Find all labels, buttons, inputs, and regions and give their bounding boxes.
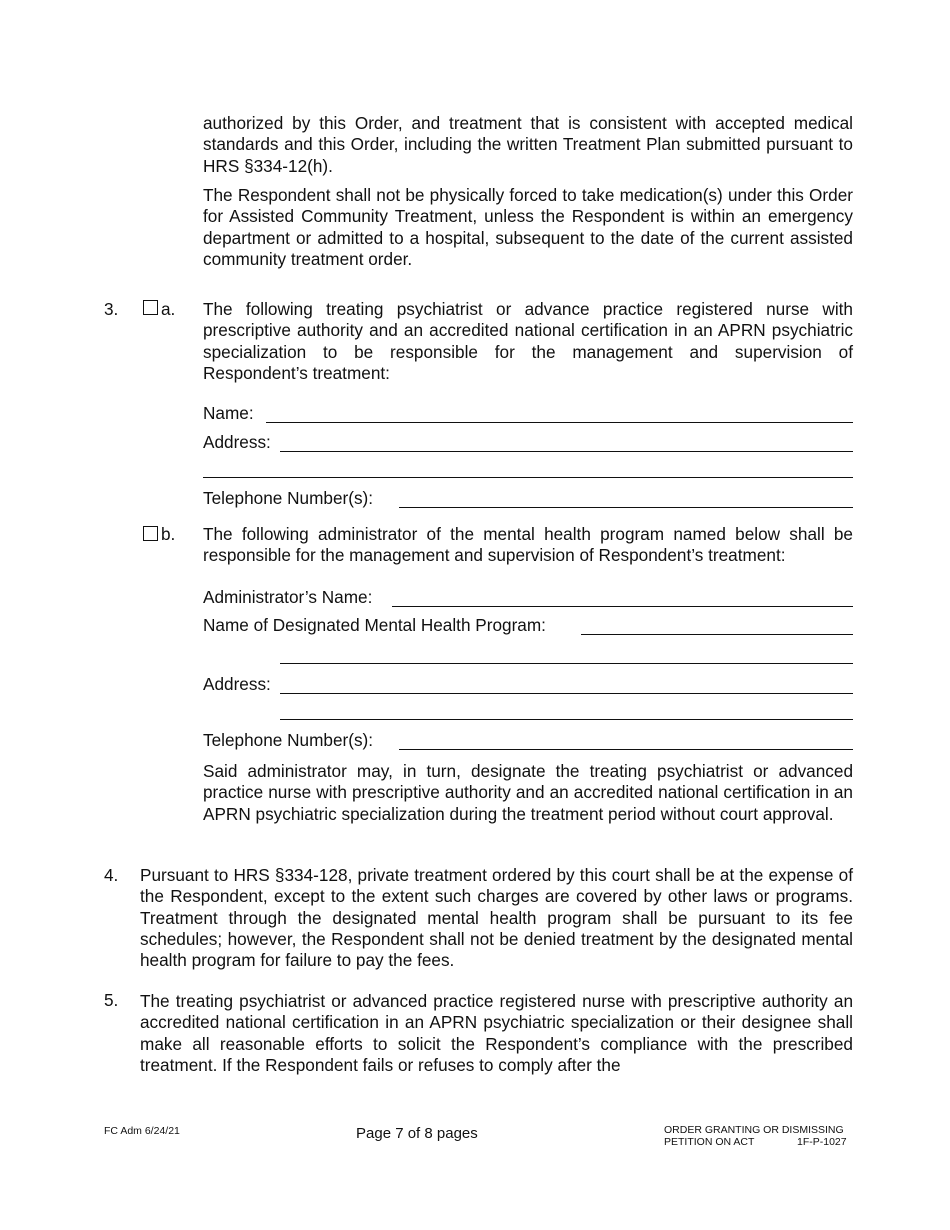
psychiatrist-address-line (280, 451, 853, 452)
item-3a-text: The following treating psychiatrist or advance practice registered nurse with prescriptive authority and an accredited national certification in an APRN psychiatric specialization to be responsible for the management and supervision of Respondent’s treatment: (203, 299, 853, 383)
item-3b-checkbox[interactable] (143, 526, 158, 541)
psychiatrist-phone-field[interactable] (203, 487, 853, 509)
administrator-name-line (392, 606, 853, 607)
item-3a-checkbox[interactable] (143, 300, 158, 315)
footer-form-id: FC Adm 6/24/21 (104, 1125, 180, 1137)
footer-page-number: Page 7 of 8 pages (356, 1125, 478, 1142)
item-3a-letter: a. (161, 299, 176, 319)
administrator-note: Said administrator may, in turn, designate the treating psychiatrist or advanced practice nurse with prescriptive authority and an accredited national certification in an APRN psychiatric specialization during the treatment period without court approval. (203, 761, 853, 824)
psychiatrist-phone-label: Telephone Number(s): (203, 488, 374, 508)
administrator-name-label: Administrator’s Name: (203, 587, 373, 607)
item-3-number: 3. (104, 299, 119, 319)
psychiatrist-address-label: Address: (203, 432, 271, 452)
program-phone-label: Telephone Number(s): (203, 730, 374, 750)
item-3b-letter: b. (161, 524, 176, 544)
program-address-line-2[interactable] (280, 719, 853, 720)
program-address-label: Address: (203, 674, 271, 694)
item-5-text: The treating psychiatrist or advanced practice registered nurse with prescriptive authority an accredited national certification in an APRN psychiatric specialization or their designee shall make all reasonable efforts to solicit the Respondent’s compliance with the prescribed treatment. If the Respondent fails or refuses to comply after the (140, 991, 853, 1075)
item-5-number: 5. (104, 990, 119, 1010)
intro-paragraph-2: The Respondent shall not be physically forced to take medication(s) under this Order for Assisted Community Treatment, unless the Respondent is within an emergency department or admitted to a hospital, subsequent to the date of the current assisted community treatment order. (203, 185, 853, 269)
psychiatrist-name-line (266, 422, 853, 423)
program-address-field[interactable] (203, 673, 853, 695)
item-4-text: Pursuant to HRS §334-128, private treatment ordered by this court shall be at the expense of the Respondent, except to the extent such charges are covered by other laws or programs. Treatment through the designated mental health program shall be pursuant to its fee schedules; however, the Respondent shall not be denied treatment by the designated mental health program for failure to pay the fees. (140, 865, 853, 971)
program-name-field[interactable] (203, 614, 853, 636)
psychiatrist-name-field[interactable] (203, 402, 853, 424)
intro-paragraph-1: authorized by this Order, and treatment that is consistent with accepted medical standards and this Order, including the written Treatment Plan submitted pursuant to HRS §334-12(h). (203, 113, 853, 176)
program-address-line (280, 693, 853, 694)
program-name-line (581, 634, 853, 635)
program-phone-field[interactable] (203, 729, 853, 751)
footer-title-line-1: ORDER GRANTING OR DISMISSING (664, 1124, 844, 1136)
psychiatrist-name-label: Name: (203, 403, 254, 423)
psychiatrist-address-line-2[interactable] (203, 477, 853, 478)
footer-title-line-2: PETITION ON ACT (664, 1136, 755, 1148)
program-name-line-2[interactable] (280, 663, 853, 664)
administrator-name-field[interactable] (203, 586, 853, 608)
program-name-label: Name of Designated Mental Health Program: (203, 615, 546, 635)
item-4-number: 4. (104, 865, 119, 885)
psychiatrist-phone-line (399, 507, 853, 508)
psychiatrist-address-field[interactable] (203, 431, 853, 453)
item-3b-text: The following administrator of the mental health program named below shall be responsible for the management and supervision of Respondent’s treatment: (203, 524, 853, 566)
footer-form-number: 1F-P-1027 (797, 1136, 847, 1148)
program-phone-line (399, 749, 853, 750)
